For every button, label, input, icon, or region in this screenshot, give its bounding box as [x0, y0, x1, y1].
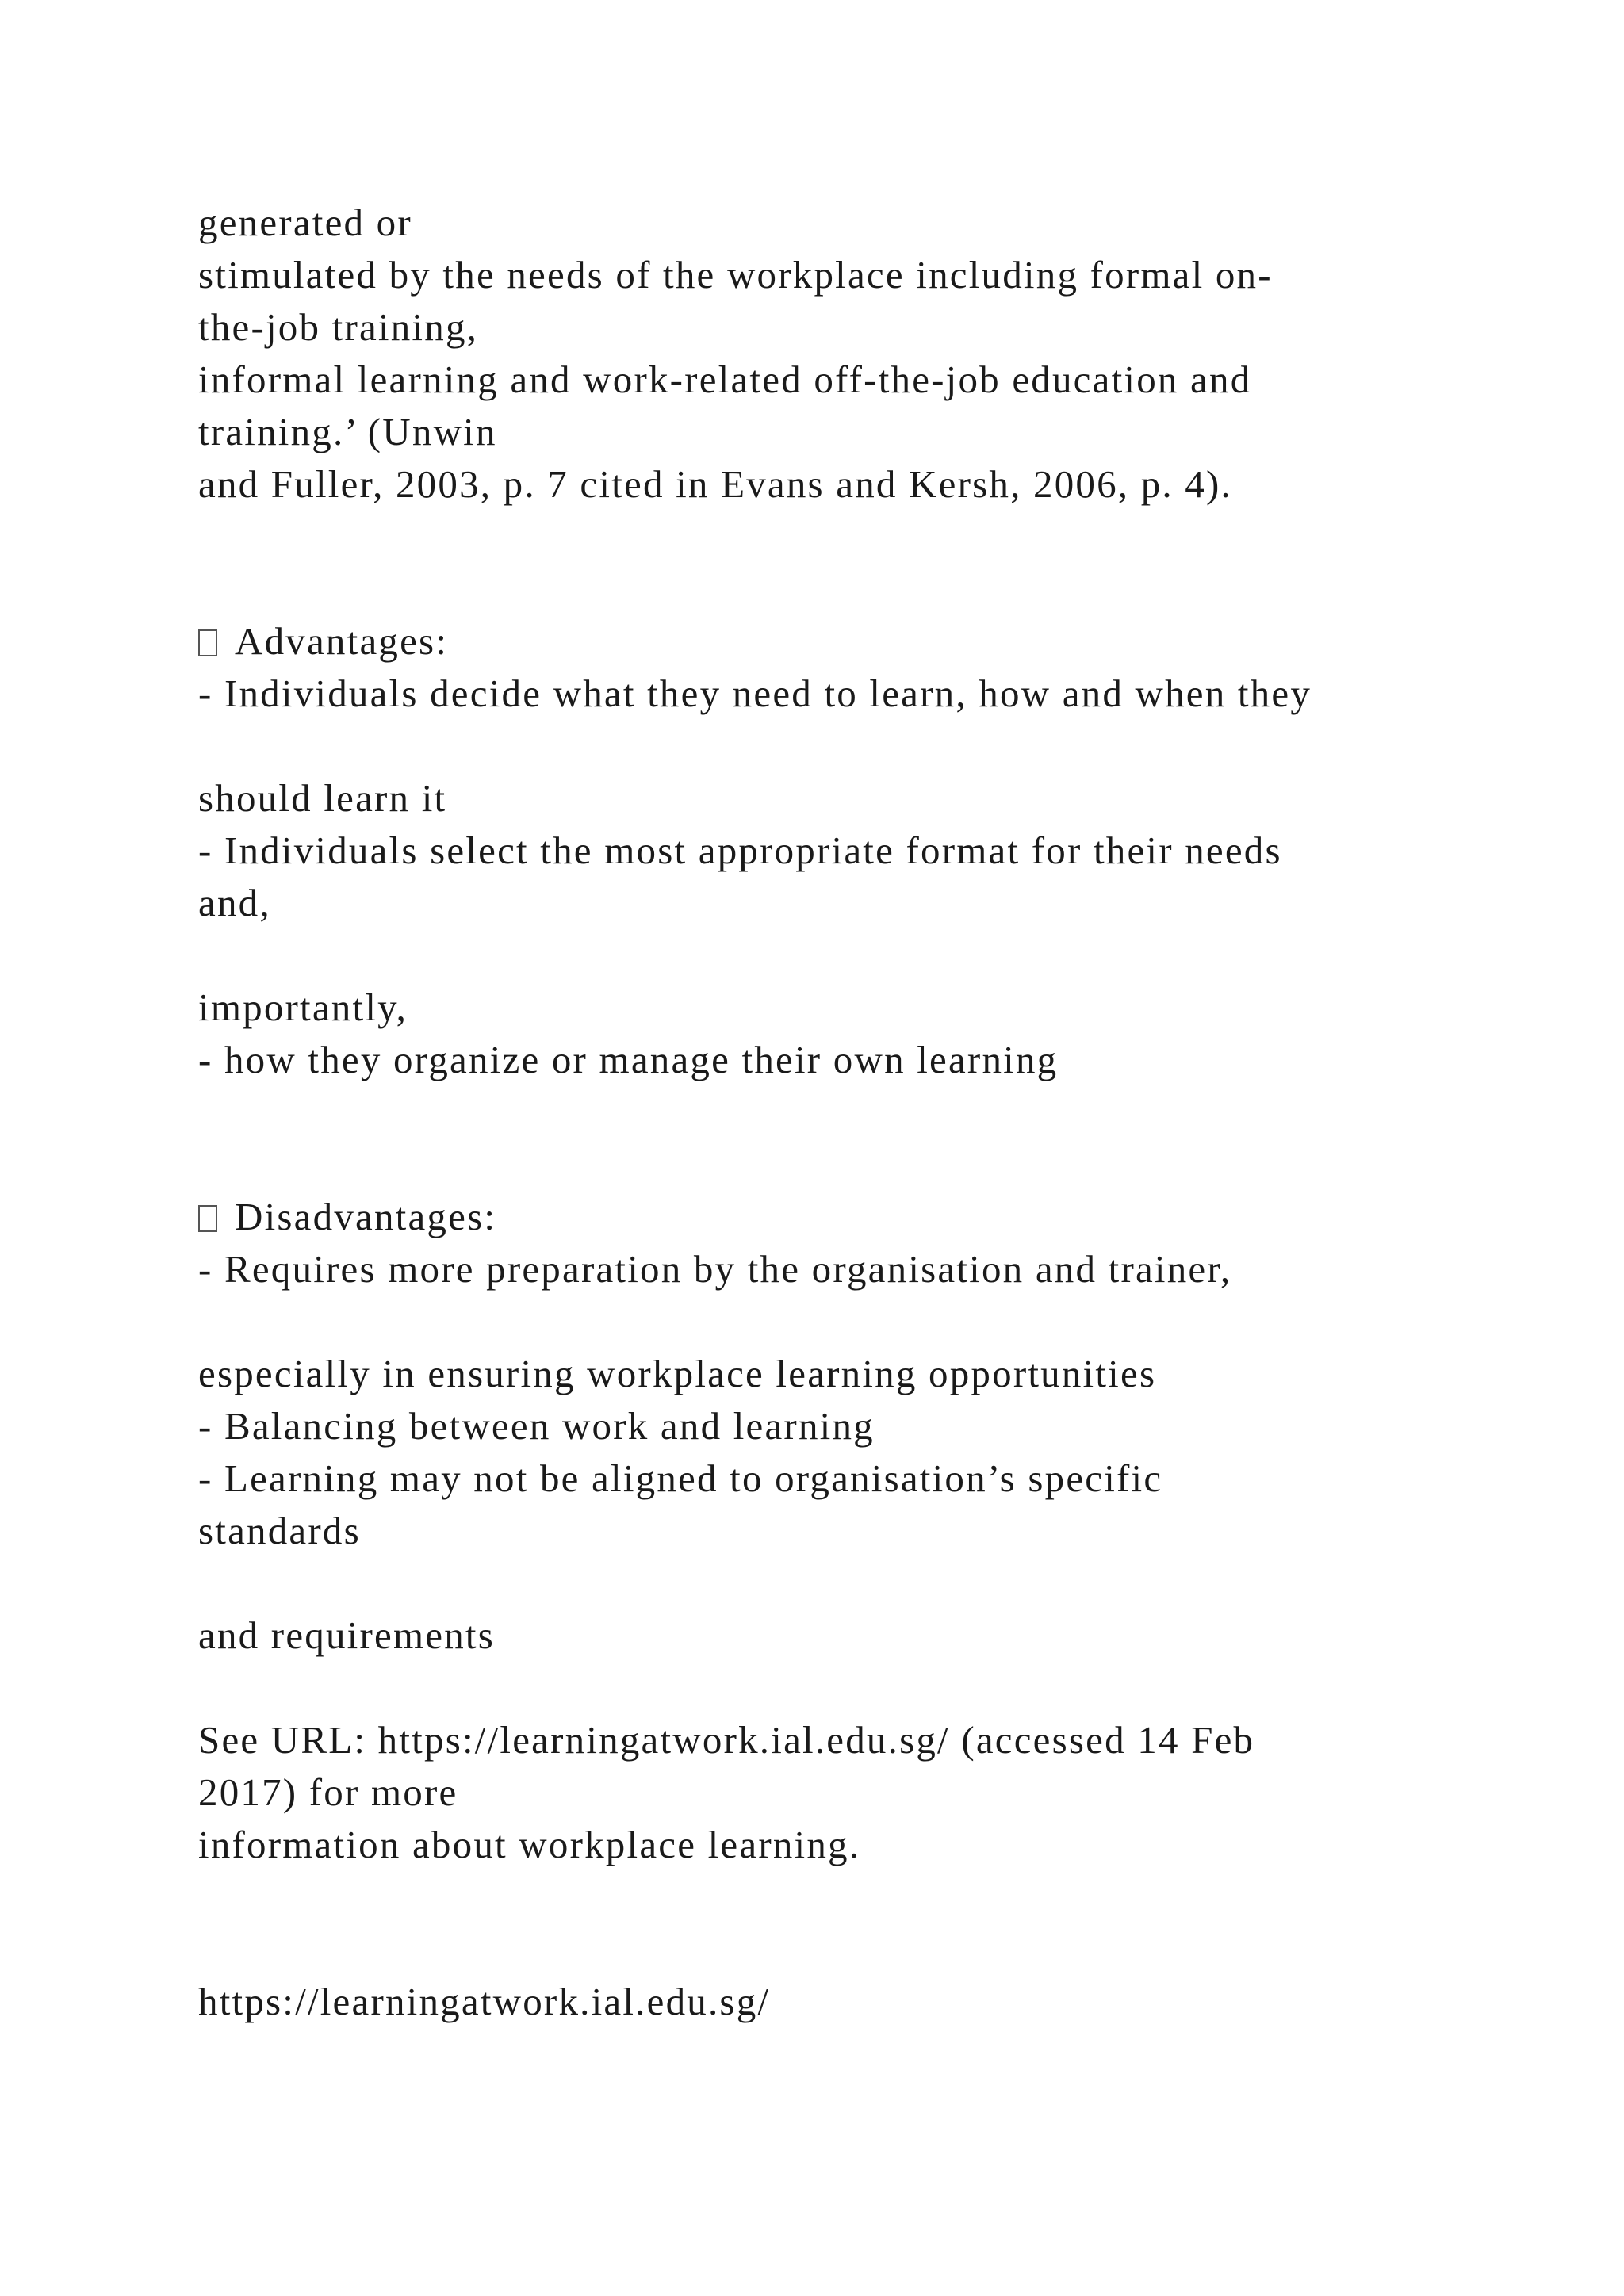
- intro-line: stimulated by the needs of the workplace including formal on-: [198, 253, 1273, 297]
- disadvantages-line: - Requires more preparation by the organisation and trainer,: [198, 1247, 1232, 1291]
- disadvantages-line: especially in ensuring workplace learning opportunities: [198, 1352, 1157, 1395]
- disadvantages-line: - Learning may not be aligned to organisation’s specific: [198, 1456, 1163, 1500]
- intro-line: and Fuller, 2003, p. 7 cited in Evans and Kersh, 2006, p. 4).: [198, 462, 1232, 506]
- intro-line: generated or: [198, 201, 412, 244]
- advantages-heading-text: Advantages:: [235, 619, 449, 663]
- bullet-box-icon: [198, 629, 217, 656]
- advantages-line: - Individuals select the most appropriate format for their needs: [198, 828, 1282, 872]
- disadvantages-heading-text: Disadvantages:: [235, 1195, 497, 1238]
- disadvantages-line: standards: [198, 1509, 361, 1552]
- see-url-line: See URL: https://learningatwork.ial.edu.sg/ (accessed 14 Feb: [198, 1718, 1255, 1762]
- intro-line: informal learning and work-related off-the-job education and: [198, 358, 1252, 401]
- disadvantages-line: and requirements: [198, 1613, 495, 1657]
- advantages-heading: [198, 619, 449, 663]
- see-url-line: 2017) for more: [198, 1770, 458, 1814]
- advantages-line: - how they organize or manage their own learning: [198, 1038, 1059, 1081]
- bullet-box-icon: [198, 1205, 217, 1232]
- see-url-line: information about workplace learning.: [198, 1823, 861, 1866]
- disadvantages-heading: [198, 1197, 496, 1236]
- intro-line: training.’ (Unwin: [198, 410, 497, 453]
- disadvantages-line: - Balancing between work and learning: [198, 1404, 875, 1448]
- intro-line: the-job training,: [198, 305, 479, 349]
- advantages-line: - Individuals decide what they need to learn, how and when they: [198, 672, 1312, 715]
- advantages-line: and,: [198, 881, 271, 924]
- learning-at-work-link[interactable]: https://learningatwork.ial.edu.sg/: [198, 1980, 771, 2023]
- advantages-line: importantly,: [198, 985, 408, 1029]
- advantages-line: should learn it: [198, 776, 447, 820]
